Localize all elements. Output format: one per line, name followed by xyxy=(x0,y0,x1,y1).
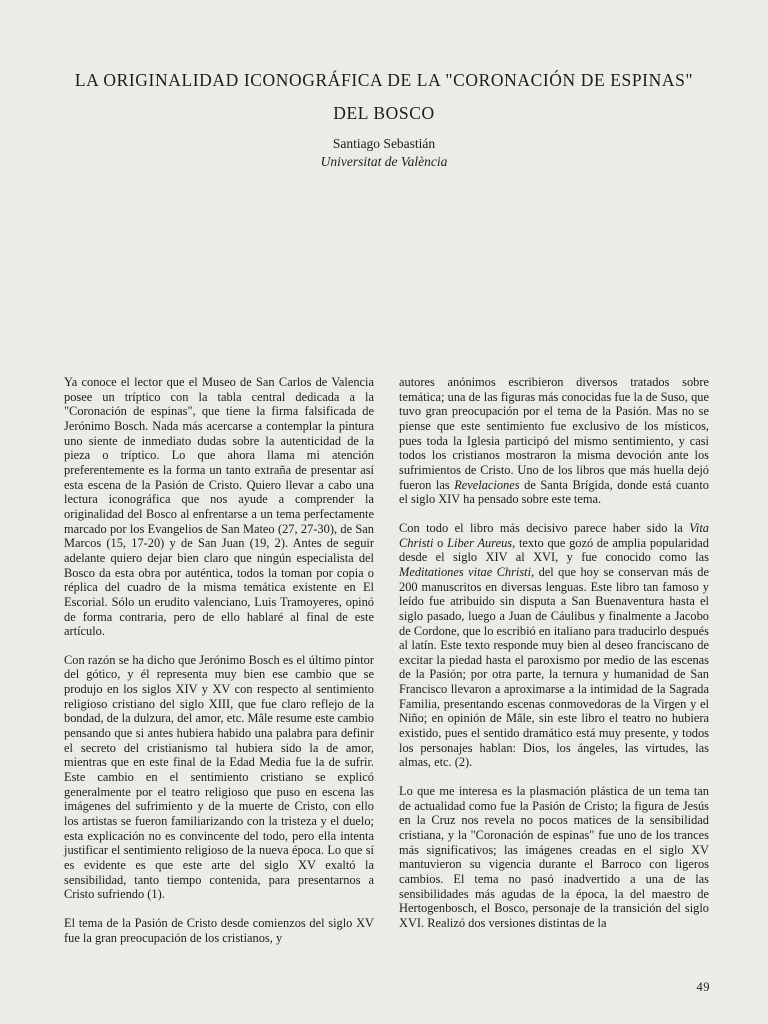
right-column xyxy=(399,375,709,945)
left-column xyxy=(64,375,374,959)
book-title: Liber Aureus xyxy=(447,535,513,550)
page-number: 49 xyxy=(696,980,710,994)
paragraph xyxy=(399,521,709,770)
author-name: Santiago Sebastián xyxy=(332,136,436,151)
text-run: o xyxy=(433,535,448,550)
author-affiliation: Universitat de València xyxy=(320,154,448,169)
book-title: Vita Christi xyxy=(399,520,709,550)
text-run: , del que hoy se conservan más de 200 manuscritos en diversas lenguas. Este libro tan famoso y leído fue atribuido sin disputa a San Buenaventura hasta el siglo pasado, luego a Juan de Cáulibus y finalmente a Jacobo de Cordone, que lo escribió en italiano para traducirlo después al latín. Este texto responde muy bien al deseo franciscano de excitar la piedad hasta el paroxismo por medio de las escenas de la Pasión; por otra parte, la ternura y humanidad de San Francisco llevaron a aproximarse a la intimidad de la Sagrada Familia, presentando escenas conmovedoras de la Virgen y el Niño; en opinión de Mâle, sin este libro el teatro no hubiera existido, pues el sentido dramático está muy presente, y todos los personajes hablan: Dios, los ángeles, las virtudes, las almas, etc. (2). xyxy=(399,564,709,770)
text-run: Con todo el libro más decisivo parece haber sido la xyxy=(399,520,690,535)
book-title: Meditationes vitae Christi xyxy=(399,564,532,579)
paragraph: El tema de la Pasión de Cristo desde comienzos del siglo XV fue la gran preocupación de los cristianos, y xyxy=(64,915,374,945)
text-run: autores anónimos escribieron diversos tratados sobre temática; una de las figuras más conocidas fue la de Suso, que tuvo gran preocupación por el tema de la Pasión. Mas no se piense que este sentimiento fue exclusivo de los místicos, pues toda la Iglesia participó del mismo sentimiento, y casi todos los cristianos mostraron la misma devoción ante los sufrimientos de Cristo. Uno de los libros que más huella dejó fueron las xyxy=(399,375,709,492)
paragraph: Con razón se ha dicho que Jerónimo Bosch es el último pintor del gótico, y él representa muy bien ese cambio que se produjo en los siglos XIV y XV con respecto al sentimiento religioso cristiano del siglo XIII, que fue claro reflejo de la bondad, de la dulzura, del amor, etc. Mâle resume este cambio pensando que si antes hubiera habido una palabra para definir el secreto del cristianismo tal hubiera sido la de amor, mientras que en este final de la Edad Media fue la de sufrir. Este cambio en el sentimiento cristiano se explicó generalmente por el teatro religioso que puso en escena las imágenes del sufrimiento y de la muerte de Cristo, con ello los artistas se fueron familiarizando con la tristeza y el duelo; esta explicación no es convincente del todo, pero ella intenta justificar el sentimiento religioso de la nueva época. Lo que sí es evidente es que este arte del siglo XV exaltó la sensibilidad, tanto tiempo contenida, para presentarnos a Cristo sufriendo (1). xyxy=(64,652,374,902)
article-title: LA ORIGINALIDAD ICONOGRÁFICA DE LA "CORONACIÓN DE ESPINAS" DEL BOSCO xyxy=(74,70,694,123)
text-run: , texto que gozó de amplia popularidad desde el siglo XIV al XVI, y fue conocido como las xyxy=(399,535,709,565)
paragraph: Lo que me interesa es la plasmación plástica de un tema tan de actualidad como fue la Pasión de Cristo; la figura de Jesús en la Cruz nos revela no pocos matices de la sensibilidad cristiana, y la "Coronación de espinas" fue uno de los trances más significativos; las imágenes creadas en el siglo XV mantuvieron su vigencia durante el Barroco con ligeros cambios. El tema no pasó inadvertido a una de las sensibilidades más agudas de la época, la del maestro de Hertogenbosch, el Bosco, personaje de la transición del siglo XVI. Realizó dos versiones distintas de la xyxy=(399,784,709,930)
paragraph: Ya conoce el lector que el Museo de San Carlos de Valencia posee un tríptico con la tabla central dedicada a la "Coronación de espinas", que tiene la firma falsificada de Jerónimo Bosch. Nada más acercarse a contemplar la pintura uno siente de inmediato dudas sobre la autenticidad de la pieza o tríptico. Lo que ahora llama mi atención preferentemente es la forma un tanto extraña de presentar así esta escena de la Pasión de Cristo. Quiero llevar a cabo una lectura iconográfica que nos ayude a comprender la originalidad del Bosco al enfrentarse a un tema perfectamente marcado por los Evangelios de San Mateo (27, 27-30), de San Marcos (15, 17-20) y de San Juan (19, 2). Antes de seguir adelante quiero dejar bien claro que ningún especialista del Bosco da esta obra por auténtica, todos la toman por copia o réplica del cuadro de la misma temática existente en El Escorial. Sólo un erudito valenciano, Luis Tramoyeres, opinó de forma contraria, pero de ello hablaré al final de este artículo. xyxy=(64,375,374,639)
paragraph xyxy=(399,375,709,507)
text-run: de Santa Brígida, donde está cuanto el siglo XIV ha pensado sobre este tema. xyxy=(399,477,709,507)
book-title: Revelaciones xyxy=(454,477,520,492)
